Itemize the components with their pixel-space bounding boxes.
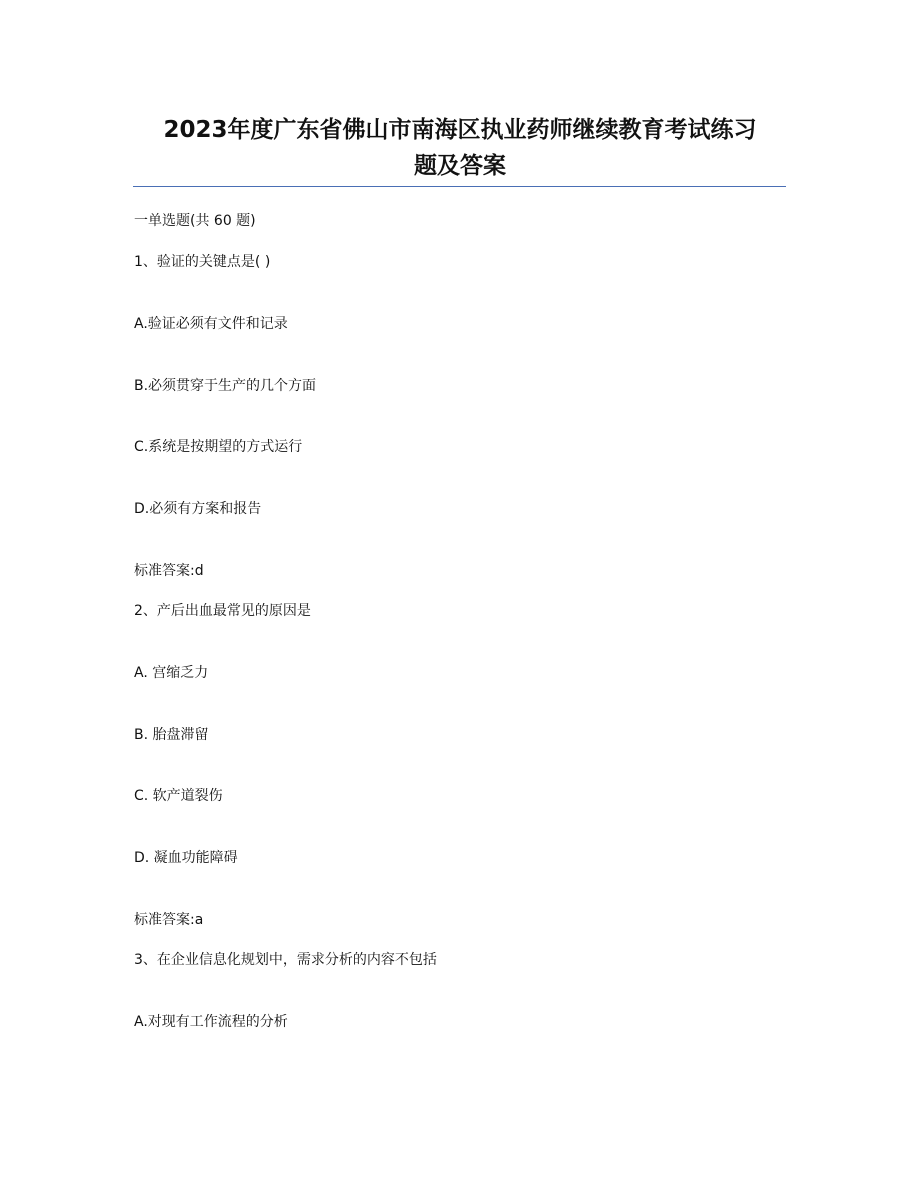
- document-title-line-1: 2023年度广东省佛山市南海区执业药师继续教育考试练习: [163, 117, 757, 143]
- question-option: D. 凝血功能障碍: [134, 850, 238, 866]
- question-stem: 2、产后出血最常见的原因是: [134, 603, 311, 619]
- question-option: B. 胎盘滞留: [134, 727, 209, 743]
- document-title: [120, 112, 800, 184]
- question-option: A. 宫缩乏力: [134, 665, 209, 681]
- question-option: A.对现有工作流程的分析: [134, 1014, 288, 1030]
- question-stem: 3、在企业信息化规划中，需求分析的内容不包括: [134, 952, 437, 968]
- document-title-line-2: 题及答案: [414, 153, 506, 179]
- question-option: C.系统是按期望的方式运行: [134, 439, 303, 455]
- question-option: C. 软产道裂伤: [134, 788, 223, 804]
- answer-key: 标准答案:a: [134, 912, 204, 928]
- question-option: D.必须有方案和报告: [134, 501, 262, 517]
- question-option: B.必须贯穿于生产的几个方面: [134, 378, 317, 394]
- title-divider: [133, 186, 786, 187]
- section-heading: 一单选题(共 60 题): [134, 213, 256, 229]
- question-stem: 1、验证的关键点是( ): [134, 254, 271, 270]
- answer-key: 标准答案:d: [134, 563, 204, 579]
- question-option: A.验证必须有文件和记录: [134, 316, 288, 332]
